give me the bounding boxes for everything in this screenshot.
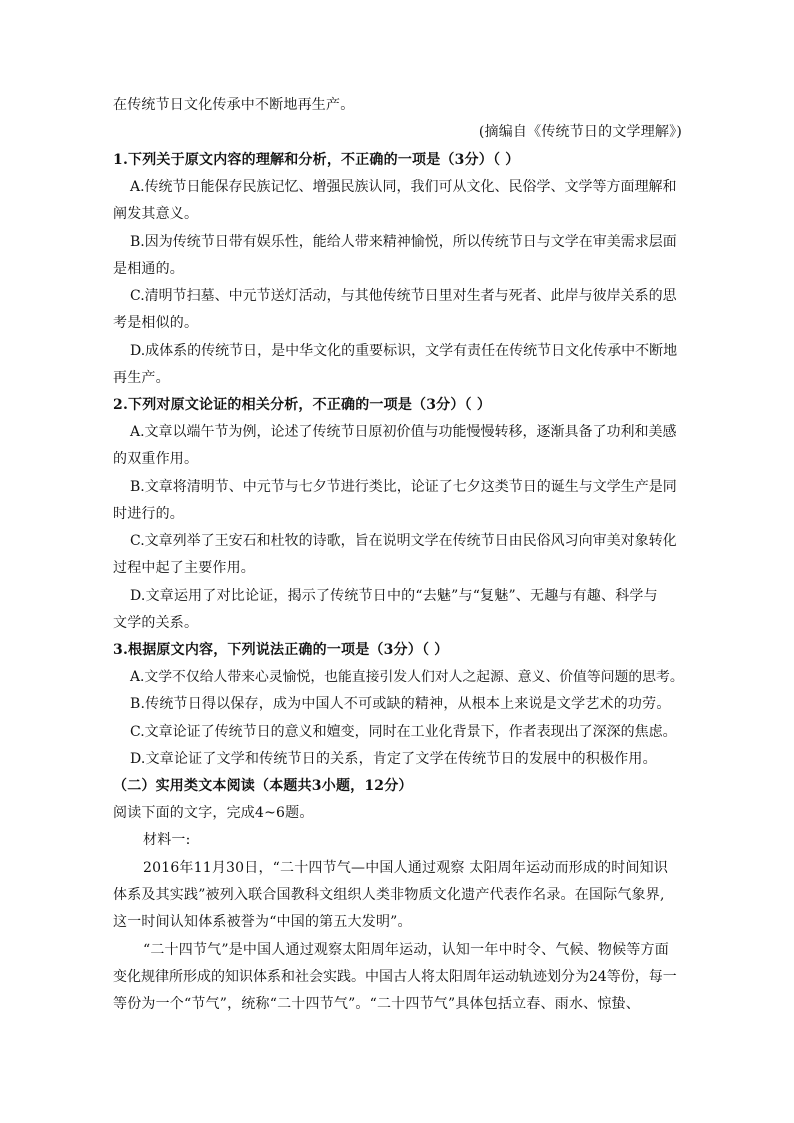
question-1-option-c: C.清明节扫墓、中元节送灯活动，与其他传统节日里对生者与死者、此岸与彼岸关系的思	[130, 288, 677, 304]
question-3-option-d: D.文章论证了文学和传统节日的关系，肯定了文学在传统节日的发展中的积极作用。	[130, 751, 657, 767]
question-2-option-a-cont: 的双重作用。	[113, 451, 199, 467]
question-3-option-b: B.传统节日得以保存，成为中国人不可或缺的精神，从根本上来说是文学艺术的功劳。	[130, 696, 671, 712]
material-paragraph-2-line-3: 等份为一个“节气”，统称“二十四节气”。“二十四节气”具体包括立春、雨水、惊蛰、	[113, 996, 640, 1012]
question-3-option-c: C.文章论证了传统节日的意义和嬗变，同时在工业化背景下，作者表现出了深深的焦虑。	[130, 724, 677, 740]
question-1-option-a-cont: 阐发其意义。	[113, 206, 199, 222]
question-1-option-b: B.因为传统节日带有娱乐性，能给人带来精神愉悦，所以传统节日与文学在审美需求层面	[130, 234, 677, 250]
question-1-option-b-cont: 是相通的。	[113, 261, 184, 277]
material-paragraph-1-line-3: 这一时间认知体系被誉为“中国的第五大发明”。	[113, 914, 412, 930]
question-1-option-d-cont: 再生产。	[113, 370, 170, 386]
question-2-option-c: C.文章列举了王安石和杜牧的诗歌，旨在说明文学在传统节日由民俗风习向审美对象转化	[130, 533, 677, 549]
question-1-option-c-cont: 考是相似的。	[113, 315, 199, 331]
question-2-option-c-cont: 过程中起了主要作用。	[113, 560, 255, 576]
question-2-option-b-cont: 时进行的。	[113, 506, 184, 522]
question-2-option-a: A.文章以端午节为例，论述了传统节日原初价值与功能慢慢转移，逐渐具备了功利和美感	[130, 424, 677, 440]
text-line: 在传统节日文化传承中不断地再生产。	[113, 97, 355, 113]
reading-instruction: 阅读下面的文字，完成4~6题。	[113, 805, 314, 821]
question-2-option-d: D.文章运用了对比论证，揭示了传统节日中的“去魅”与“复魅”、无趣与有趣、科学与	[130, 588, 658, 604]
question-2-stem: 2.下列对原文论证的相关分析，不正确的一项是（3分）（ ）	[113, 397, 492, 413]
question-2-option-d-cont: 文学的关系。	[113, 615, 199, 631]
question-3-stem: 3.根据原文内容，下列说法正确的一项是（3分）（ ）	[113, 642, 449, 658]
question-1-option-a: A.传统节日能保存民族记忆、增强民族认同，我们可从文化、民俗学、文学等方面理解和	[130, 179, 677, 195]
material-paragraph-1-line-2: 体系及其实践”被列入联合国教科文组织人类非物质文化遗产代表作名录。在国际气象界,	[113, 887, 665, 903]
material-paragraph-2-line-1: “二十四节气”是中国人通过观察太阳周年运动，认知一年中时令、气候、物候等方面	[143, 942, 669, 958]
question-3-option-a: A.文学不仅给人带来心灵愉悦，也能直接引发人们对人之起源、意义、价值等问题的思考。	[130, 669, 684, 685]
source-citation: (摘编自《传统节日的文学理解》)	[478, 124, 682, 140]
material-paragraph-2-line-2: 变化规律所形成的知识体系和社会实践。中国古人将太阳周年运动轨迹划分为24等份，每一	[113, 969, 677, 985]
section-heading: （二）实用类文本阅读（本题共3小题，12分）	[113, 778, 413, 794]
question-1-stem: 1.下列关于原文内容的理解和分析，不正确的一项是（3分）（ ）	[113, 152, 520, 168]
question-2-option-b: B.文章将清明节、中元节与七夕节进行类比，论证了七夕这类节日的诞生与文学生产是同	[130, 479, 677, 495]
material-paragraph-1-line-1: 2016年11月30日，“二十四节气—中国人通过观察 太阳周年运动而形成的时间知识	[143, 860, 669, 876]
question-1-option-d: D.成体系的传统节日，是中华文化的重要标识，文学有责任在传统节日文化传承中不断地	[130, 343, 678, 359]
material-label: 材料一:	[143, 832, 191, 848]
